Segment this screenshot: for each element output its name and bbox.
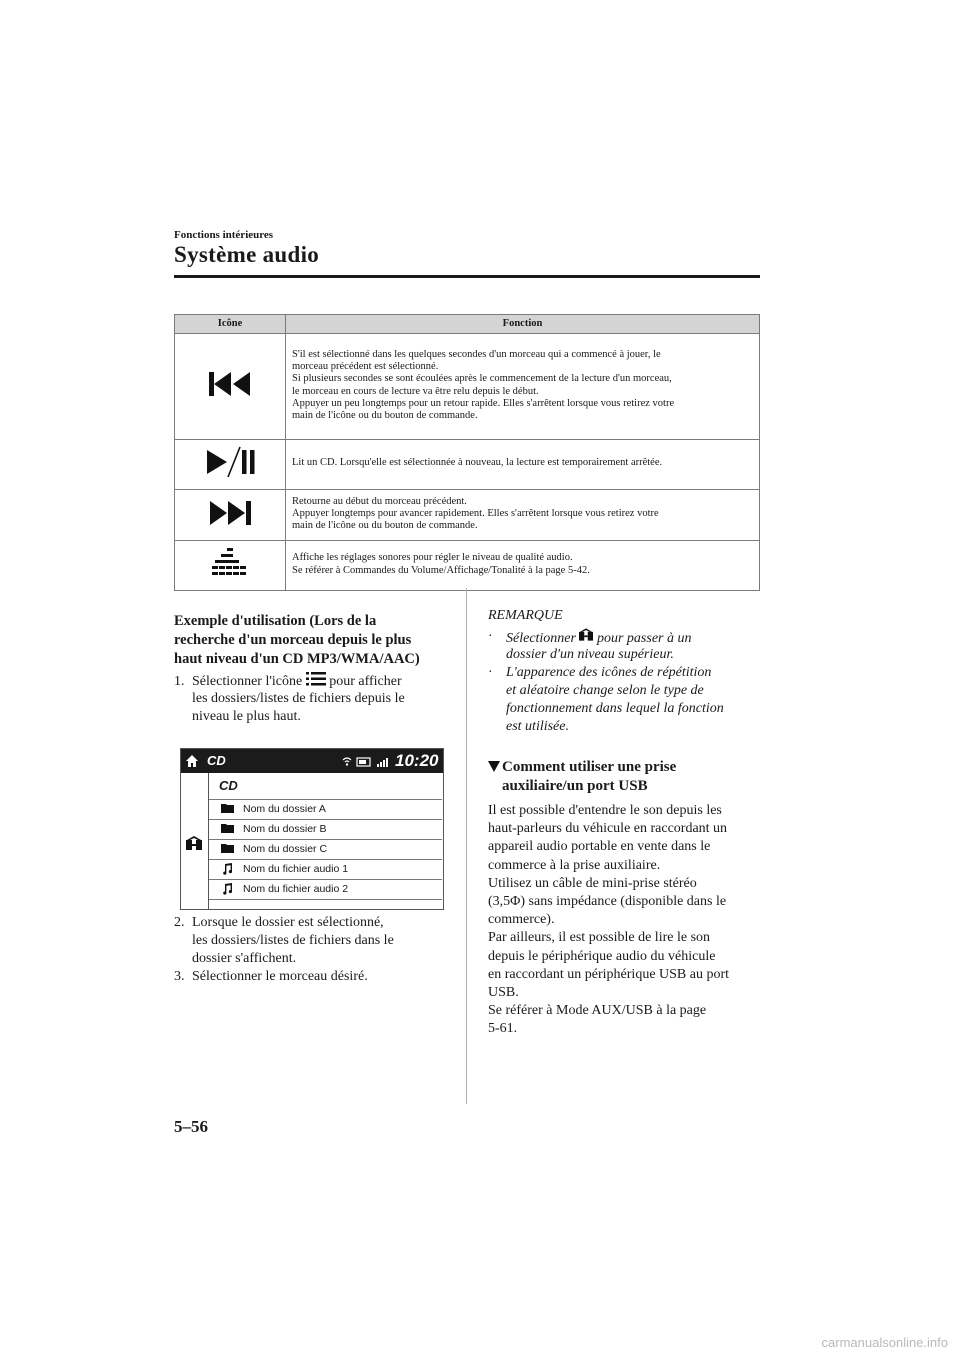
skip-forward-icon (207, 500, 253, 526)
step-text: Sélectionner le morceau désiré. (192, 969, 368, 984)
heading-line: auxiliaire/un port USB (502, 778, 648, 794)
bullet-text: L'apparence des icônes de répétition (506, 665, 712, 680)
body-line: haut-parleurs du véhicule en raccordant un (488, 821, 728, 837)
aux-usb-body (488, 802, 763, 1039)
bullet-text: fonctionnement dans lequel la fonction (506, 701, 724, 716)
step-number: 2. (174, 915, 185, 930)
step-number: 3. (174, 969, 185, 984)
screen-source-label: CD (207, 753, 226, 768)
body-line: Se référer à Mode AUX/USB à la page (488, 1003, 707, 1019)
heading-line: Exemple d'utilisation (Lors de la (174, 613, 377, 629)
step-3 (174, 968, 368, 986)
table-header-row (175, 315, 760, 334)
music-note-icon (221, 863, 233, 875)
body-line: en raccordant un périphérique USB au port (488, 966, 730, 982)
equalizer-icon (210, 547, 250, 579)
screen-list-item[interactable] (209, 819, 442, 839)
folder-icon (221, 843, 234, 853)
step-text: Lorsque le dossier est sélectionné, (192, 915, 384, 930)
bullet-text: est utilisée. (506, 719, 569, 734)
screen-side-panel (181, 773, 209, 909)
heading-line: Comment utiliser une prise (502, 759, 677, 775)
remark-title: REMARQUE (488, 608, 563, 623)
row2-line: Lit un CD. Lorsqu'elle est sélectionnée à nouveau, la lecture est temporairement arrêtée. (292, 457, 663, 469)
heading-line: haut niveau d'un CD MP3/WMA/AAC) (174, 651, 420, 667)
step-1 (174, 672, 402, 691)
screen-clock: 10:20 (395, 751, 439, 770)
bullet-dot: · (488, 665, 493, 680)
row4-line: Se référer à Commandes du Volume/Affichage/Tonalité à la page 5-42. (292, 564, 590, 576)
row1-line: S'il est sélectionné dans les quelques secondes d'un morceau qui a commencé à jouer, le (292, 348, 661, 360)
screen-list-title: CD (219, 778, 238, 793)
step-text: pour afficher (329, 674, 402, 689)
step-2 (174, 914, 384, 932)
cd-screen (180, 748, 444, 910)
heading-line: recherche d'un morceau depuis le plus (174, 632, 412, 648)
item-label: Nom du dossier B (243, 823, 327, 835)
row1-line: main de l'icône ou du bouton de commande. (292, 410, 478, 422)
step-text: Sélectionner l'icône (192, 674, 303, 689)
triangle-down-icon (488, 761, 500, 772)
row1-line: morceau précédent est sélectionné. (292, 360, 439, 372)
folder-icon (221, 823, 234, 833)
row1-line: Si plusieurs secondes se sont écoulées après le commencement de la lecture d'un morceau, (292, 373, 672, 385)
screen-list-item[interactable] (209, 839, 442, 859)
folder-up-icon[interactable] (186, 836, 202, 850)
column-divider (466, 588, 467, 1104)
aux-usb-heading (488, 758, 676, 796)
body-line: Il est possible d'entendre le son depuis les (488, 803, 722, 818)
body-line: appareil audio portable en vente dans le (488, 839, 711, 855)
body-line: Utilisez un câble de mini-prise stéréo (488, 875, 697, 891)
body-line: depuis le périphérique audio du véhicule (488, 948, 716, 964)
screen-list-item[interactable] (209, 859, 442, 879)
screen-status-bar (181, 749, 443, 773)
function-table (174, 314, 760, 591)
screen-list-item[interactable] (209, 879, 442, 900)
skip-back-icon (207, 371, 253, 397)
table-row (175, 334, 760, 440)
music-note-icon (221, 883, 233, 895)
folder-icon (221, 803, 234, 813)
bullet-text: pour passer à un (596, 631, 692, 646)
body-line: (3,5Φ) sans impédance (disponible dans le (488, 894, 727, 910)
step-text: dossier s'affichent. (192, 951, 297, 966)
body-line: USB. (488, 985, 519, 1001)
header-function-col: Fonction (286, 315, 760, 334)
body-line: Par ailleurs, il est possible de lire le son (488, 930, 711, 946)
bullet-text: et aléatoire change selon le type de (506, 683, 704, 698)
bullet-text: dossier d'un niveau supérieur. (506, 647, 674, 662)
example-heading (174, 612, 459, 669)
signal-icon (341, 756, 393, 768)
table-row (175, 541, 760, 591)
step-text: les dossiers/listes de fichiers dans le (192, 933, 394, 948)
step-text: niveau le plus haut. (192, 709, 301, 724)
table-row (175, 440, 760, 490)
row1-line: le morceau en cours de lecture va être relu depuis le début. (292, 385, 539, 397)
header-icon-col: Icône (175, 315, 286, 334)
row3-line: Appuyer longtemps pour avancer rapidement. Elles s'arrêtent lorsque vous retirez votre (292, 507, 659, 519)
body-line: commerce). (488, 912, 555, 928)
item-label: Nom du dossier A (243, 803, 326, 815)
row3-line: Retourne au début du morceau précédent. (292, 495, 467, 507)
row3-line: main de l'icône ou du bouton de commande. (292, 520, 478, 532)
screen-list-item[interactable] (209, 799, 442, 819)
list-icon (306, 672, 326, 686)
play-pause-icon (204, 445, 256, 479)
title-rule (174, 275, 760, 278)
item-label: Nom du dossier C (243, 843, 328, 855)
page-title: Système audio (174, 242, 320, 267)
home-icon[interactable] (185, 754, 199, 768)
table-row (175, 490, 760, 541)
item-label: Nom du fichier audio 1 (243, 863, 349, 875)
item-label: Nom du fichier audio 2 (243, 883, 349, 895)
body-line: 5-61. (488, 1021, 518, 1037)
bullet-dot: · (488, 629, 493, 644)
step-number: 1. (174, 674, 185, 689)
folder-up-icon (579, 628, 593, 641)
page-number: 5–56 (174, 1117, 208, 1136)
bullet-text: Sélectionner (506, 631, 576, 646)
body-line: commerce à la prise auxiliaire. (488, 857, 661, 873)
row4-line: Affiche les réglages sonores pour régler le niveau de qualité audio. (292, 552, 573, 564)
row1-line: Appuyer un peu longtemps pour un retour rapide. Elles s'arrêtent lorsque vous retirez votre (292, 397, 675, 409)
step-text: les dossiers/listes de fichiers depuis le (192, 691, 405, 706)
section-label: Fonctions intérieures (174, 229, 274, 241)
watermark: carmanualsonline.info (821, 1335, 948, 1350)
